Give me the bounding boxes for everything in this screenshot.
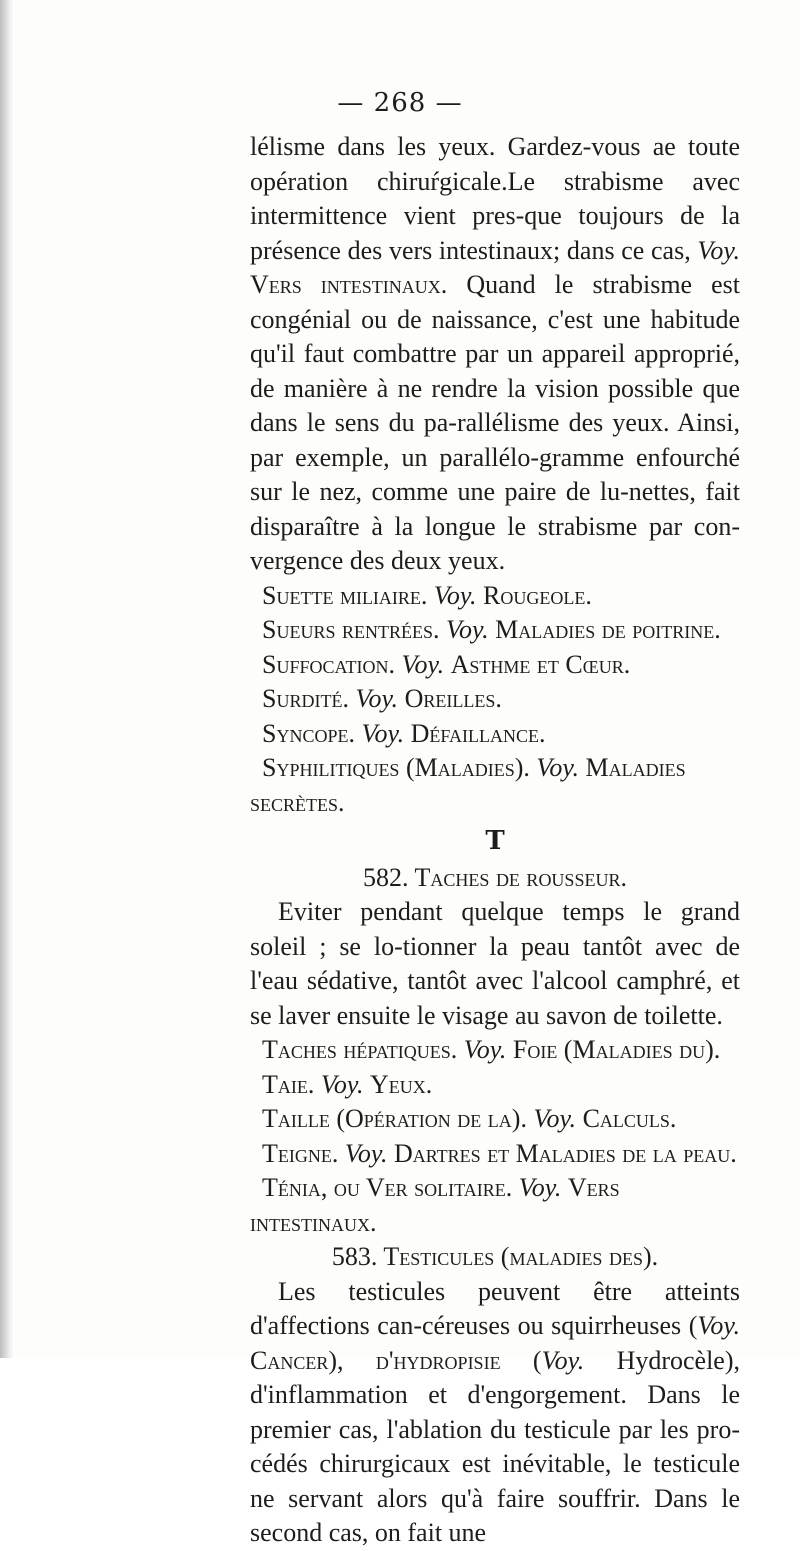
ref-entry: Suette miliaire. Voy. Rougeole. bbox=[262, 580, 592, 610]
section-582-title: 582. Taches de rousseur. bbox=[363, 862, 627, 892]
ref-entry: Teigne. Voy. Dartres et Maladies de la peau. bbox=[262, 1138, 737, 1168]
intro-ref: Vers intestinaux. bbox=[250, 270, 448, 299]
ref-entry: Syncope. Voy. Défaillance. bbox=[262, 718, 546, 748]
section-583-body: Les testicules peuvent être atteints d'affections can-céreuses ou squirrheuses (Voy. Cancer), d'hydropisie (Voy. Hydrocèle), d'inflammation et d'engorgement. Dans le premier cas, l'ablation du testicule par les pro-cédés chirurgicaux est inévitable, le testicule ne servant alors qu'à faire souffrir. Dans le second cas, on fait une bbox=[250, 1276, 741, 1547]
intro-text-c: Quand le strabisme est congénial ou de naissance, c'est une habitude qu'il faut combattre par un appareil approprié, de manière à ne rendre la vision possible que dans le sens du pa-rallélisme des yeux. Ainsi, par exemple, un parallélo-gramme enfourché sur le nez, comme une paire de lu-nettes, fait disparaître à la longue le strabisme par con-vergence des deux yeux. bbox=[250, 270, 740, 575]
voy-abbrev: Voy. bbox=[697, 235, 740, 265]
section-583-title: 583. Testicules (maladies des). bbox=[331, 1242, 659, 1271]
ref-entry: Sueurs rentrées. Voy. Maladies de poitrine. bbox=[262, 615, 721, 644]
intro-text-a: lélisme dans les yeux. Gardez-vous ae toute opération chiruŕgicale.Le strabisme avec intermittence vient pres-que toujours de la présence des vers intestinaux; dans ce cas, bbox=[250, 132, 740, 265]
ref-entry: Surdité. Voy. Oreilles. bbox=[262, 684, 502, 713]
ref-entry: Taches hépatiques. Voy. Foie (Maladies du). bbox=[262, 1035, 721, 1064]
letter-heading: T bbox=[485, 826, 505, 856]
intro-paragraph bbox=[250, 130, 740, 579]
section-582-body: Eviter pendant quelque temps le grand soleil ; se lo-tionner la peau tantôt avec de l'eau sédative, tantôt avec l'alcool camphré, et se laver ensuite le visage au savon de toilette. bbox=[250, 897, 740, 1030]
ref-entry: Suffocation. Voy. Asthme et Cœur. bbox=[262, 649, 631, 679]
ref-entry: Taille (Opération de la). Voy. Calculs. bbox=[262, 1104, 677, 1133]
cross-references-t bbox=[250, 1033, 740, 1240]
ref-entry: Taie. Voy. Yeux. bbox=[262, 1069, 433, 1099]
cross-references-s bbox=[250, 579, 740, 821]
ref-entry: Ténia, ou Ver solitaire. Voy. Vers intestinaux. bbox=[250, 1173, 620, 1237]
ref-entry: Syphilitiques (Maladies). Voy. Maladies secrètes. bbox=[250, 753, 686, 817]
page-number: — 268 — bbox=[337, 88, 463, 118]
page-text bbox=[250, 130, 740, 1551]
binding-shadow bbox=[0, 0, 14, 1358]
